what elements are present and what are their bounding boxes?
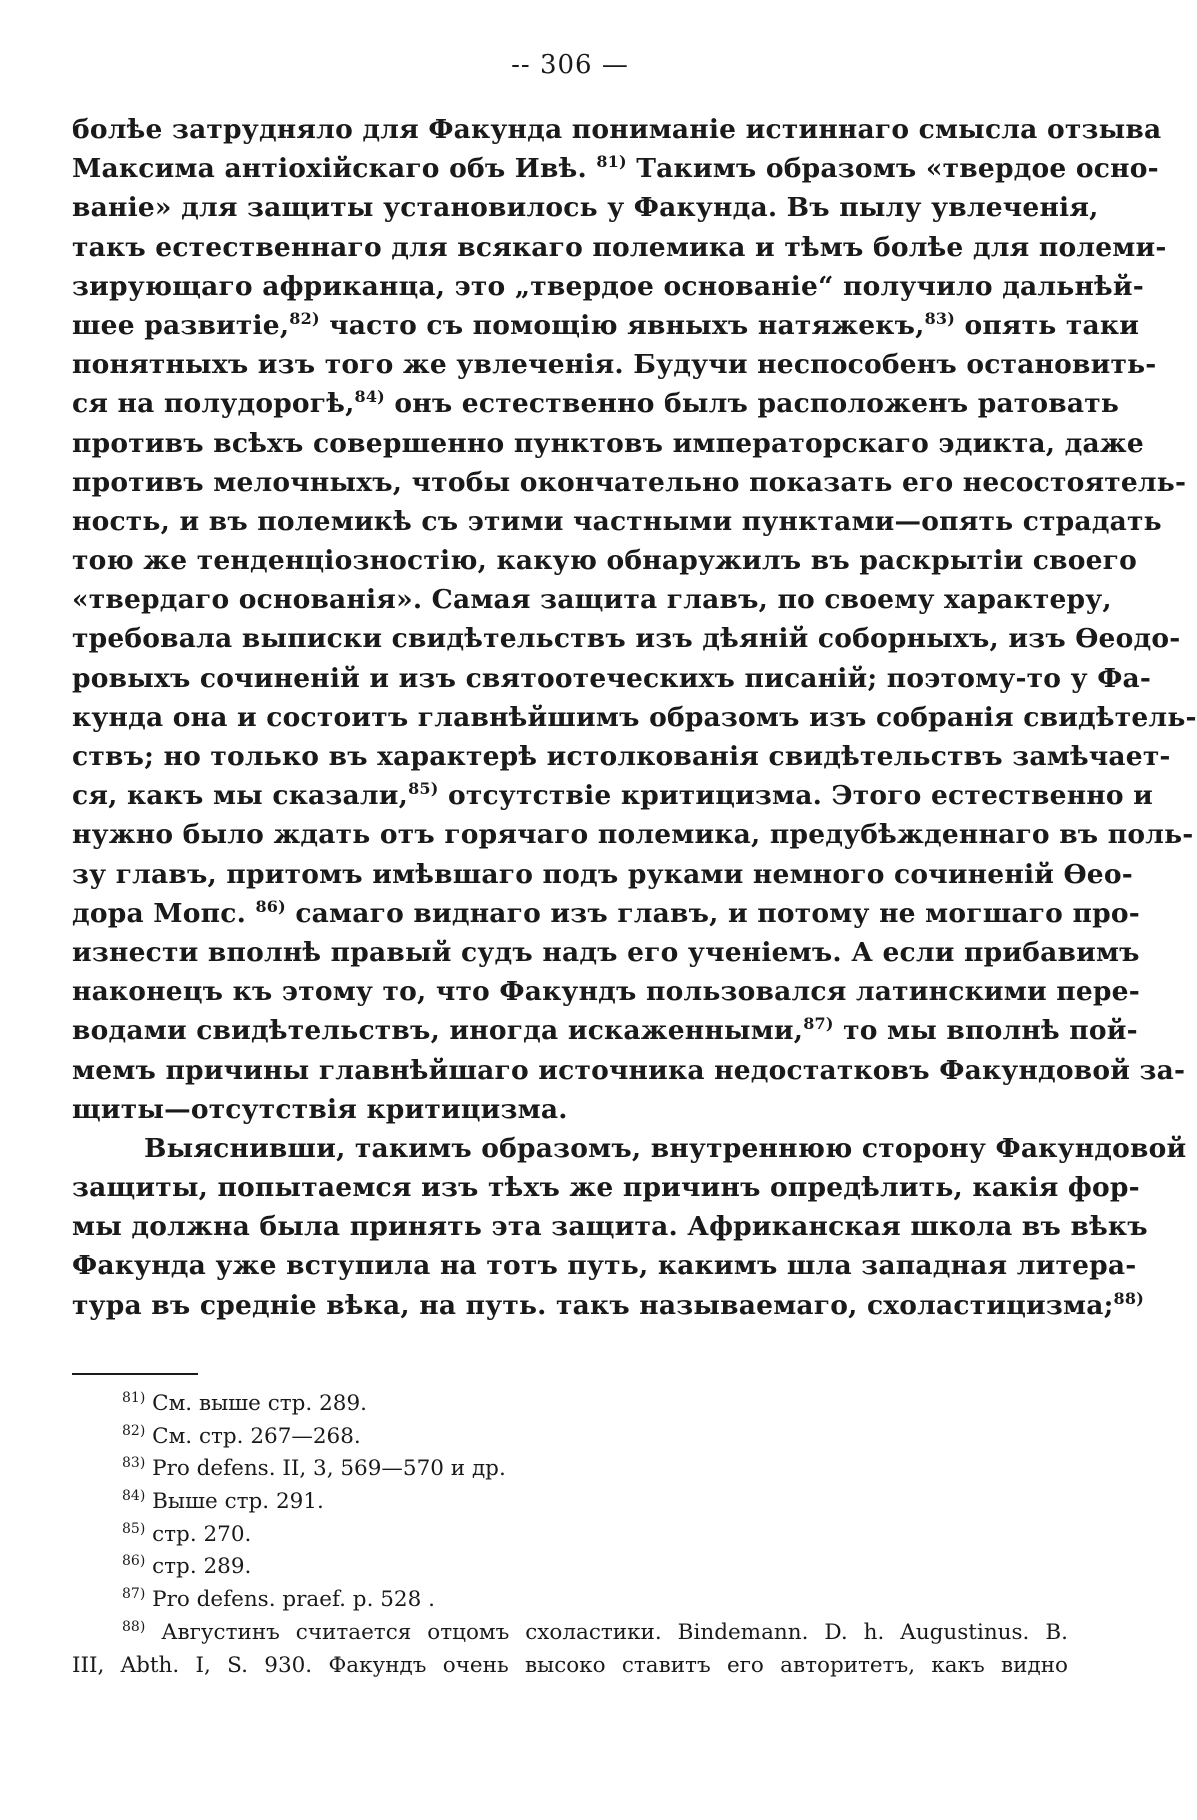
footnote-ref[interactable]: 84): [354, 387, 385, 407]
text-line: ся, какъ мы сказали,$^{85)}$ отсутствіе критицизма. Этого естественно и: [72, 779, 1154, 812]
text-line: шее развитіе,$^{82)}$ часто съ помощію явныхъ натяжекъ,$^{83)}$ опять таки: [72, 309, 1140, 341]
footnote-number: 81): [122, 1389, 146, 1406]
footnote-ref[interactable]: 81): [596, 152, 627, 172]
text-line: «твердаго основанія». Самая защита главъ, по своему характеру,: [72, 584, 1112, 616]
paragraph-start-line: Выяснивши, такимъ образомъ, внутреннюю сторону Факундовой: [144, 1132, 1187, 1164]
text-line: дора Мопс. $^{86)}$ самаго виднаго изъ главъ, и потому не могшаго про-: [72, 896, 1140, 929]
text-line: понятныхъ изъ того же увлеченія. Будучи неспособенъ остановить-: [72, 349, 1157, 381]
text-line: водами свидѣтельствъ, иногда искаженными,$^{87)}$ то мы вполнѣ пой-: [72, 1014, 1138, 1047]
footnote: $^{88)}$ Августинъ считается отцомъ схоластики. Bindemann. D. h. Augustinus. B.: [122, 1618, 1068, 1645]
text-line: ровыхъ сочиненій и изъ святоотеческихъ писаній; поэтому-то у Фа-: [72, 662, 1152, 694]
text-line: ваніе» для защиты установилось у Факунда. Въ пылу увлеченія,: [72, 192, 1099, 224]
text-line: изнести вполнѣ правый судъ надъ его ученіемъ. А если прибавимъ: [72, 936, 1140, 968]
footnote-number: 88): [122, 1618, 146, 1635]
footnote-ref[interactable]: 88): [1113, 1288, 1144, 1308]
text-line: тою же тенденціозностію, какую обнаружилъ въ раскрытіи своего: [72, 545, 1137, 577]
footnote-number: 87): [122, 1585, 146, 1602]
text-line: мы должна была принять эта защита. Африканская школа въ вѣкъ: [72, 1211, 1148, 1243]
text-line: зу главъ, притомъ имѣвшаго подъ руками немного сочиненій Ѳео-: [72, 858, 1133, 890]
text-line: ствъ; но только въ характерѣ истолкованія свидѣтельствъ замѣчает-: [72, 741, 1171, 772]
text-line: мемъ причины главнѣйшаго источника недостатковъ Факундовой за-: [72, 1054, 1186, 1086]
text-line: щиты—отсутствія критицизма.: [72, 1093, 568, 1125]
text-line: защиты, попытаемся изъ тѣхъ же причинъ опредѣлить, какія фор-: [72, 1172, 1140, 1204]
footnote: $^{83)}$ Pro defens. II, 3, 569—570 и др.: [122, 1455, 506, 1482]
footnote-number: 82): [122, 1422, 146, 1439]
text-line: противъ мелочныхъ, чтобы окончательно показать его несостоятель-: [72, 466, 1187, 498]
footnote: $^{84)}$ Выше стр. 291.: [122, 1487, 324, 1515]
main-text: [72, 110, 1197, 1325]
footnote: $^{81)}$ См. выше стр. 289.: [122, 1389, 367, 1416]
text-line: такъ естественнаго для всякаго полемика и тѣмъ болѣе для полеми-: [72, 231, 1167, 263]
page-number: -- 306 —: [511, 50, 629, 80]
footnote-number: 86): [122, 1553, 146, 1570]
footnote-ref[interactable]: 82): [289, 309, 320, 329]
footnote-ref[interactable]: 86): [255, 896, 286, 916]
text-line: ность, и въ полемикѣ съ этими частными пунктами—опять страдать: [72, 505, 1162, 537]
footnotes: [72, 1388, 1068, 1682]
text-line: тура въ средніе вѣка, на путь. такъ называемаго, схоластицизма;$^{88)}$: [72, 1288, 1144, 1321]
text-line: болѣе затрудняло для Факунда пониманіе истиннаго смысла отзыва: [72, 114, 1162, 145]
footnote-ref[interactable]: 85): [408, 779, 439, 799]
text-line: противъ всѣхъ совершенно пунктовъ императорскаго эдикта, даже: [72, 427, 1144, 459]
footnote-number: 84): [122, 1487, 146, 1504]
text-line: нужно было ждать отъ горячаго полемика, предубѣжденнаго въ поль-: [72, 819, 1194, 851]
text-line: Максима антіохійскаго объ Ивѣ. $^{81)}$ Такимъ образомъ «твердое осно-: [72, 152, 1159, 185]
footnote: $^{86)}$ стр. 289.: [122, 1553, 252, 1580]
text-line: Факунда уже вступила на тотъ путь, какимъ шла западная литера-: [72, 1250, 1137, 1282]
footnote: $^{82)}$ См. стр. 267—268.: [122, 1422, 361, 1449]
footnote-continuation: III, Abth. I, S. 930. Факундъ очень высоко ставитъ его авторитетъ, какъ видно: [72, 1652, 1068, 1678]
footnote-ref[interactable]: 87): [803, 1014, 834, 1034]
text-line: зирующаго африканца, это „твердое основаніе“ получило дальнѣй-: [72, 270, 1144, 302]
text-line: ся на полудорогѣ,$^{84)}$ онъ естественно былъ расположенъ ратовать: [72, 387, 1120, 420]
footnote: $^{87)}$ Pro defens. praef. p. 528 .: [122, 1585, 435, 1613]
text-line: кунда она и состоитъ главнѣйшимъ образомъ изъ собранія свидѣтель-: [72, 701, 1197, 733]
footnote-number: 85): [122, 1520, 146, 1537]
footnote: $^{85)}$ стр. 270.: [122, 1520, 252, 1547]
footnote-number: 83): [122, 1455, 146, 1472]
text-line: наконецъ къ этому то, что Факундъ пользовался латинскими пере-: [72, 976, 1140, 1008]
footnote-divider: [72, 1373, 198, 1375]
footnote-ref[interactable]: 83): [924, 309, 955, 329]
text-line: требовала выписки свидѣтельствъ изъ дѣяній соборныхъ, изъ Ѳеодо-: [72, 623, 1181, 655]
